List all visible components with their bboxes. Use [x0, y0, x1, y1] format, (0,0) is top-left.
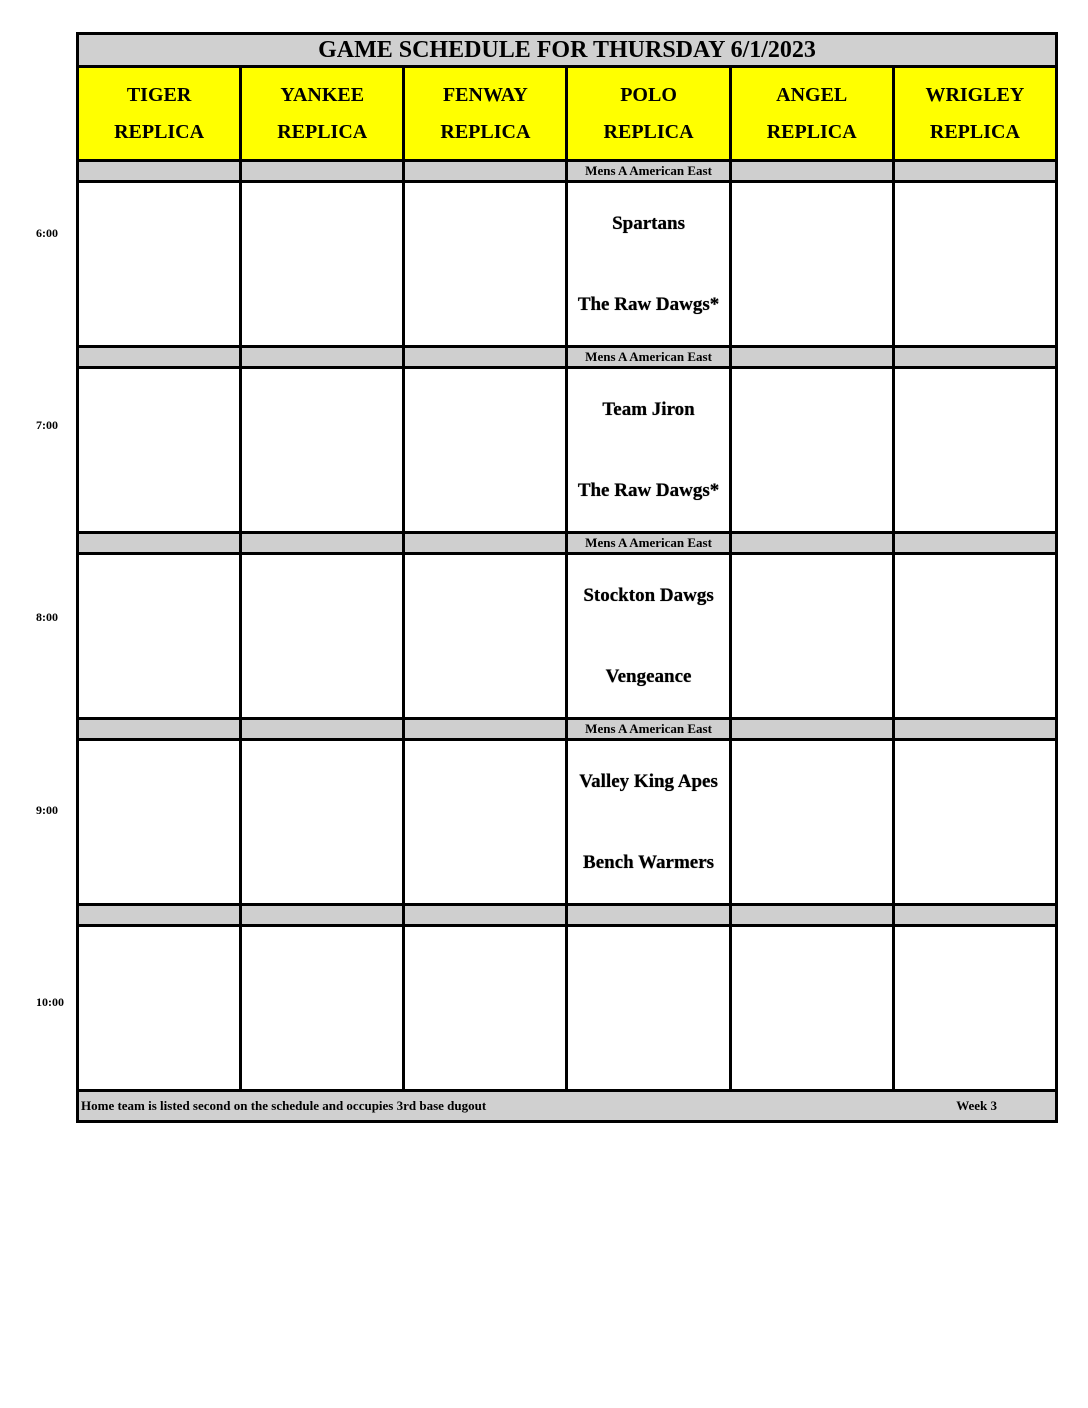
division-cell [78, 905, 241, 926]
game-slot-row [78, 368, 1057, 533]
field-header [893, 67, 1056, 161]
division-cell [893, 161, 1056, 182]
field-subtitle: REPLICA [277, 120, 368, 143]
empty-slot [730, 182, 893, 347]
away-team: Team Jiron [602, 398, 695, 420]
division-label [567, 905, 730, 926]
footer-row [78, 1091, 1057, 1122]
empty-slot [78, 926, 241, 1091]
division-cell [730, 533, 893, 554]
field-subtitle: REPLICA [114, 120, 205, 143]
week-label: Week 3 [956, 1098, 997, 1113]
empty-slot [78, 740, 241, 905]
empty-slot [893, 740, 1056, 905]
empty-slot [78, 368, 241, 533]
time-label: 7:00 [36, 418, 58, 432]
field-name: TIGER [126, 83, 192, 106]
away-team: Valley King Apes [579, 770, 718, 792]
division-cell [404, 347, 567, 368]
division-cell [730, 905, 893, 926]
empty-slot [404, 182, 567, 347]
division-cell [241, 719, 404, 740]
division-label: Mens A American East [567, 533, 730, 554]
away-team: Spartans [612, 212, 685, 234]
division-cell [730, 161, 893, 182]
division-label: Mens A American East [567, 719, 730, 740]
empty-slot [404, 740, 567, 905]
game-cell [567, 926, 730, 1091]
division-label: Mens A American East [567, 347, 730, 368]
division-cell [241, 533, 404, 554]
game-slot-row [78, 554, 1057, 719]
empty-slot [893, 182, 1056, 347]
game-cell [567, 182, 730, 347]
division-cell [893, 533, 1056, 554]
division-cell [730, 719, 893, 740]
division-cell [893, 905, 1056, 926]
division-cell [78, 719, 241, 740]
field-header [404, 67, 567, 161]
empty-slot [893, 554, 1056, 719]
field-name: YANKEE [280, 83, 365, 106]
game-slot-row [78, 740, 1057, 905]
division-cell [78, 347, 241, 368]
schedule-table [76, 32, 1058, 1123]
division-cell [893, 719, 1056, 740]
division-row [78, 719, 1057, 740]
division-cell [404, 905, 567, 926]
footer-note: Home team is listed second on the schedule and occupies 3rd base dugout [81, 1098, 487, 1113]
field-header [730, 67, 893, 161]
game-cell [567, 740, 730, 905]
division-row [78, 161, 1057, 182]
home-team: The Raw Dawgs* [577, 293, 720, 315]
time-label: 6:00 [36, 226, 58, 240]
division-label: Mens A American East [567, 161, 730, 182]
empty-slot [241, 182, 404, 347]
game-slot-row [78, 926, 1057, 1091]
field-header-row [78, 67, 1057, 161]
field-subtitle: REPLICA [603, 120, 694, 143]
division-cell [241, 347, 404, 368]
field-header [241, 67, 404, 161]
title-row [78, 34, 1057, 67]
empty-slot [78, 554, 241, 719]
division-cell [241, 161, 404, 182]
division-row [78, 347, 1057, 368]
empty-slot [241, 926, 404, 1091]
home-team: Vengeance [605, 665, 692, 687]
away-team: Stockton Dawgs [583, 584, 714, 606]
division-cell [404, 161, 567, 182]
empty-slot [241, 554, 404, 719]
field-subtitle: REPLICA [440, 120, 531, 143]
empty-slot [893, 926, 1056, 1091]
division-cell [78, 161, 241, 182]
empty-slot [404, 368, 567, 533]
game-cell [567, 554, 730, 719]
time-label: 9:00 [36, 803, 58, 817]
empty-slot [241, 368, 404, 533]
empty-slot [893, 368, 1056, 533]
field-subtitle: REPLICA [929, 120, 1020, 143]
empty-slot [404, 926, 567, 1091]
division-row [78, 533, 1057, 554]
home-team: Bench Warmers [583, 851, 715, 873]
empty-slot [730, 926, 893, 1091]
empty-slot [241, 740, 404, 905]
time-label: 8:00 [36, 610, 58, 624]
field-name: POLO [620, 83, 677, 106]
home-team: The Raw Dawgs* [577, 479, 720, 501]
time-label: 10:00 [36, 995, 64, 1009]
game-cell [567, 368, 730, 533]
empty-slot [730, 554, 893, 719]
division-cell [241, 905, 404, 926]
empty-slot [78, 182, 241, 347]
field-name: WRIGLEY [925, 83, 1025, 106]
division-cell [893, 347, 1056, 368]
field-name: ANGEL [776, 83, 848, 106]
division-row [78, 905, 1057, 926]
division-cell [404, 719, 567, 740]
field-name: FENWAY [442, 83, 528, 106]
page-title: GAME SCHEDULE FOR THURSDAY 6/1/2023 [78, 34, 1057, 67]
field-subtitle: REPLICA [766, 120, 857, 143]
footer-cell [78, 1091, 1057, 1122]
division-cell [730, 347, 893, 368]
field-header [567, 67, 730, 161]
division-cell [404, 533, 567, 554]
field-header [78, 67, 241, 161]
empty-slot [404, 554, 567, 719]
empty-slot [730, 368, 893, 533]
division-cell [78, 533, 241, 554]
empty-slot [730, 740, 893, 905]
game-slot-row [78, 182, 1057, 347]
